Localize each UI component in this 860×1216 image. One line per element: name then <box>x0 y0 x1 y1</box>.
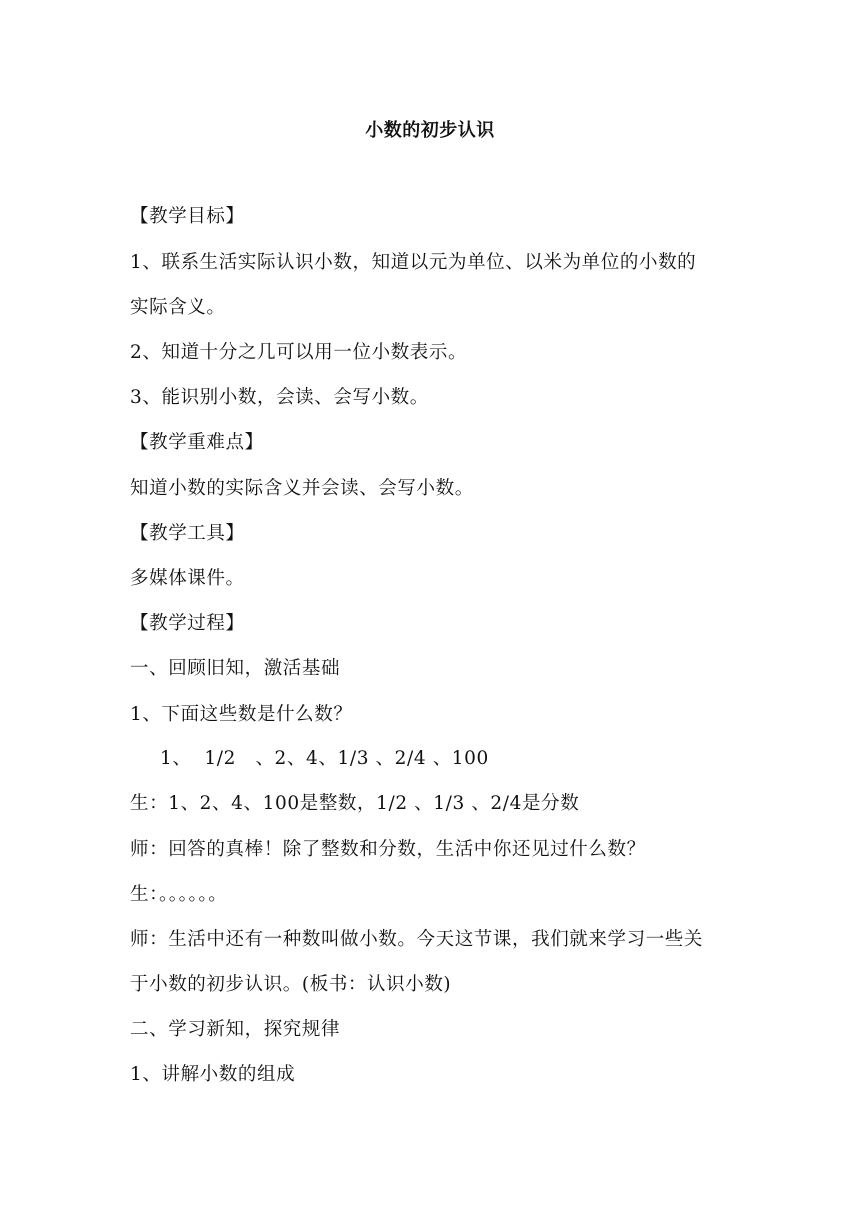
section-heading-key-points: 【教学重难点】 <box>130 432 264 453</box>
paragraph-line: 1、讲解小数的组成 <box>130 1064 296 1085</box>
document-title: 小数的初步认识 <box>365 120 495 141</box>
paragraph-line: 于小数的初步认识。(板书：认识小数) <box>130 974 452 995</box>
paragraph-line: 2、知道十分之几可以用一位小数表示。 <box>130 342 468 363</box>
paragraph-line: 1、联系生活实际认识小数，知道以元为单位、以米为单位的小数的 <box>130 252 697 273</box>
number-list-line: 1、 1/2 、2、4、1/3 、2/4 、100 <box>160 748 489 769</box>
paragraph-line: 1、下面这些数是什么数？ <box>130 704 353 725</box>
paragraph-line: 生：。。。。。。 <box>130 884 228 905</box>
section-heading-teaching-goals: 【教学目标】 <box>130 206 245 227</box>
paragraph-line: 3、能识别小数，会读、会写小数。 <box>130 387 429 408</box>
section-heading-teaching-process: 【教学过程】 <box>130 613 245 634</box>
paragraph-line: 生：1、2、4、100是整数，1/2 、1/3 、2/4是分数 <box>130 793 580 814</box>
paragraph-line: 师：回答的真棒！除了整数和分数，生活中你还见过什么数？ <box>130 839 646 860</box>
paragraph-line: 二、学习新知，探究规律 <box>130 1019 341 1040</box>
paragraph-line: 师：生活中还有一种数叫做小数。今天这节课，我们就来学习一些关 <box>130 929 704 950</box>
paragraph-line: 实际含义。 <box>130 297 226 318</box>
section-heading-teaching-tools: 【教学工具】 <box>130 523 245 544</box>
paragraph-line: 知道小数的实际含义并会读、会写小数。 <box>130 478 474 499</box>
paragraph-line: 多媒体课件。 <box>130 568 245 589</box>
paragraph-line: 一、回顾旧知，激活基础 <box>130 658 341 679</box>
